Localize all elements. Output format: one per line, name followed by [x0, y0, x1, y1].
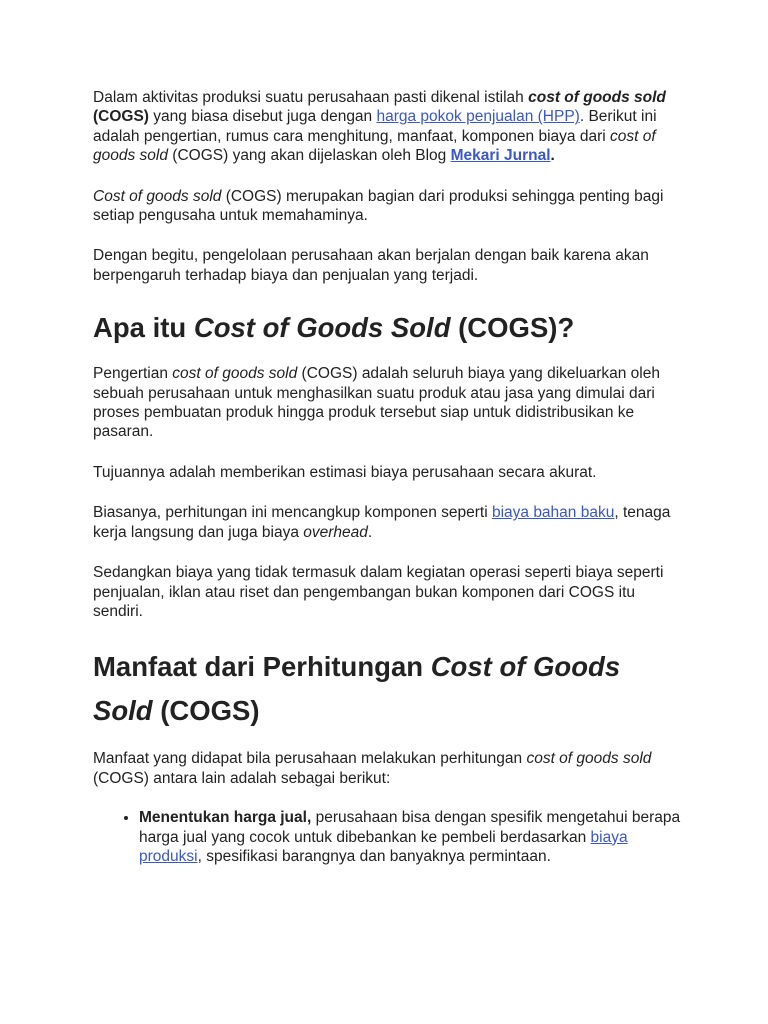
mekari-jurnal-link[interactable]: Mekari Jurnal: [450, 147, 551, 165]
intro-paragraph-3: Dengan begitu, pengelolaan perusahaan akan berjalan dengan baik karena akan berpengaruh terhadap biaya dan penjualan yang terjadi.: [93, 247, 649, 284]
harga-pokok-penjualan-link[interactable]: harga pokok penjualan (HPP): [376, 108, 580, 126]
text-run: .: [550, 147, 555, 165]
benefits-intro-paragraph: [93, 749, 683, 788]
text-run: .: [367, 523, 373, 541]
italic-term: cost of goods sold: [93, 127, 656, 165]
definition-paragraph: [93, 364, 683, 442]
text-run: (COGS) yang akan dijelaskan oleh Blog: [167, 147, 451, 165]
italic-term: cost of goods sold: [526, 750, 652, 768]
italic-term: overhead: [303, 523, 368, 541]
intro-paragraph-1: [93, 88, 683, 166]
text-run: (COGS) adalah seluruh biaya yang dikeluarkan oleh sebuah perusahaan untuk menghasilkan suatu produk atau jasa yang dimulai dari proses pembuatan produk hingga produk tersebut siap untuk didistribusikan ke pasaran.: [93, 365, 660, 441]
text-run: Biasanya, perhitungan ini mencangkup komponen seperti: [93, 504, 492, 522]
section-heading-manfaat: [93, 645, 683, 733]
text-run: Pengertian: [93, 365, 173, 383]
text-run: Manfaat yang didapat bila perusahaan melakukan perhitungan: [93, 750, 527, 768]
italic-term: Cost of goods sold: [93, 187, 222, 205]
text-run: (COGS): [152, 695, 260, 727]
purpose-paragraph: Tujuannya adalah memberikan estimasi biaya perusahaan secara akurat.: [93, 463, 597, 481]
article-body: [93, 88, 683, 866]
text-run: yang biasa disebut juga dengan: [148, 108, 377, 126]
text-run: . Berikut ini adalah pengertian, rumus cara menghitung, manfaat, komponen biaya dari: [93, 108, 657, 145]
section-heading-apa-itu-cogs: [93, 306, 683, 350]
text-run: Dalam aktivitas produksi suatu perusahaan pasti dikenal istilah: [93, 89, 529, 106]
italic-term: Cost of Goods Sold: [193, 312, 451, 344]
bold-term: (COGS): [93, 108, 149, 126]
text-run: Manfaat dari Perhitungan: [93, 651, 431, 683]
italic-term: Cost of Goods Sold: [93, 651, 621, 727]
text-run: , tenaga kerja langsung dan juga biaya: [93, 504, 671, 541]
benefits-list: [93, 808, 683, 866]
list-item: [139, 808, 683, 866]
biaya-produksi-link[interactable]: biaya produksi: [139, 828, 628, 865]
bold-term: Menentukan harga jual,: [139, 809, 312, 827]
intro-paragraph-2: [93, 187, 683, 226]
exclusions-paragraph: Sedangkan biaya yang tidak termasuk dalam kegiatan operasi seperti biaya seperti penjualan, iklan atau riset dan pengembangan bukan komponen dari COGS itu sendiri.: [93, 564, 664, 620]
text-run: Apa itu: [93, 312, 194, 344]
text-run: (COGS)?: [450, 312, 575, 344]
text-run: perusahaan bisa dengan spesifik mengetahui berapa harga jual yang cocok untuk dibebankan ke pembeli berdasarkan: [139, 809, 681, 846]
text-run: , spesifikasi barangnya dan banyaknya permintaan.: [197, 847, 551, 865]
bold-italic-term: cost of goods sold: [528, 89, 666, 106]
biaya-bahan-baku-link[interactable]: biaya bahan baku: [491, 504, 615, 522]
components-paragraph: [93, 503, 683, 542]
text-run: (COGS) antara lain adalah sebagai berikut:: [93, 769, 391, 787]
text-run: (COGS) merupakan bagian dari produksi sehingga penting bagi setiap pengusaha untuk memahaminya.: [93, 187, 664, 225]
italic-term: cost of goods sold: [172, 365, 298, 383]
